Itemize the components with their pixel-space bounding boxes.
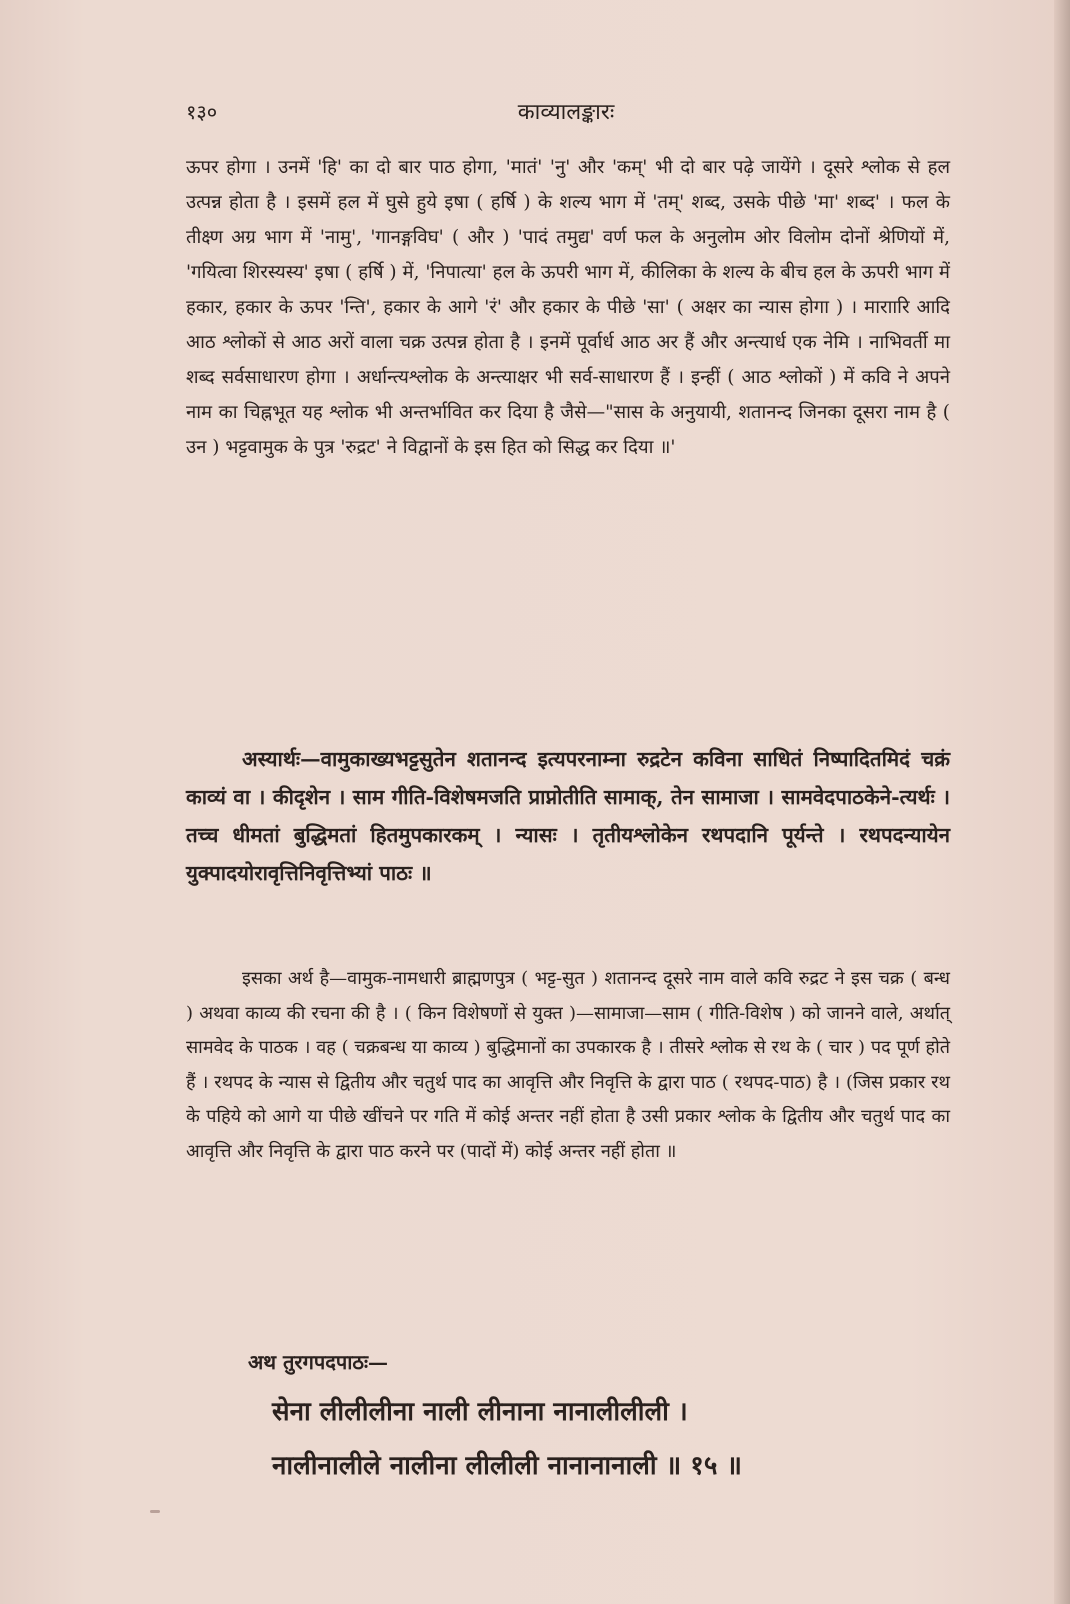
- section-heading: अथ तुरगपदपाठः—: [248, 1350, 389, 1374]
- ink-smudge: [150, 1510, 160, 1513]
- page-number: १३०: [186, 100, 218, 124]
- page-header: [186, 92, 946, 132]
- verse-line-2: नालीनालीले नालीना लीलीली नानानानाली ॥ १५ ॥: [272, 1451, 742, 1481]
- running-title: काव्यालङ्कारः: [517, 100, 615, 125]
- paragraph-translation: इसका अर्थ है—वामुक-नामधारी ब्राह्मणपुत्र ( भट्ट-सुत ) शतानन्द दूसरे नाम वाले कवि रुद्रट ने इस चक्र ( बन्ध ) अथवा काव्य की रचना की है । ( किन विशेषणों से युक्त )—सामाजा—साम ( गीति-विशेष ) को जानने वाले, अर्थात् सामवेद के पाठक । वह ( चक्रबन्ध या काव्य ) बुद्धिमानों का उपकारक है । तीसरे श्लोक से रथ के ( चार ) पद पूर्ण होते हैं । रथपद के न्यास से द्वितीय और चतुर्थ पाद का आवृत्ति और निवृत्ति के द्वारा पाठ ( रथपद-पाठ) है । (जिस प्रकार रथ के पहिये को आगे या पीछे खींचने पर गति में कोई अन्तर नहीं होता है उसी प्रकार श्लोक के द्वितीय और चतुर्थ पाद का आवृत्ति और निवृत्ति के द्वारा पाठ करने पर (पादों में) कोई अन्तर नहीं होता ॥: [186, 968, 950, 1162]
- paragraph-1: ऊपर होगा । उनमें 'हि' का दो बार पाठ होगा, 'मातं' 'नु' और 'कम्' भी दो बार पढ़े जायेंगे । दूसरे श्लोक से हल उत्पन्न होता है । इसमें हल में घुसे हुये इषा ( हर्षि ) के शल्य भाग में 'तम्' शब्द, उसके पीछे 'मा' शब्द' । फल के तीक्ष्ण अग्र भाग में 'नामु', 'गानङ्गविघ' ( और ) 'पादं तमुद्य' वर्ण फल के अनुलोम ओर विलोम दोनों श्रेणियों में, 'गयित्वा शिरस्यस्य' इषा ( हर्षि ) में, 'निपात्या' हल के ऊपरी भाग में, कीलिका के शल्य के बीच हल के ऊपरी भाग में हकार, हकार के ऊपर 'न्ति', हकार के आगे 'रं' और हकार के पीछे 'सा' ( अक्षर का न्यास होगा ) । माराारि आदि आठ श्लोकों से आठ अरों वाला चक्र उत्पन्न होता है । इनमें पूर्वार्ध आठ अर हैं और अन्त्यार्ध एक नेमि । नाभिवर्ती मा शब्द सर्वसाधारण होगा । अर्धान्त्यश्लोक के अन्त्याक्षर भी सर्व-साधारण हैं । इन्हीं ( आठ श्लोकों ) में कवि ने अपने नाम का चिह्नभूत यह श्लोक भी अन्तर्भावित कर दिया है जैसे—"सास के अनुयायी, शतानन्द जिनका दूसरा नाम है ( उन ) भट्टवामुक के पुत्र 'रुद्रट' ने विद्वानों के इस हित को सिद्ध कर दिया ॥': [186, 157, 950, 458]
- sanskrit-commentary: अस्यार्थः—वामुकाख्यभट्टसुतेन शतानन्द इत्यपरनाम्ना रुद्रटेन कविना साधितं निष्पादितमिदं चक्रं काव्यं वा । कीदृशेन । साम गीति-विशेषमजति प्राप्नोतीति सामाक्, तेन सामाजा । सामवेदपाठकेने-त्यर्थः । तच्च धीमतां बुद्धिमतां हितमुपकारकम् । न्यासः । तृतीयश्लोकेन रथपदानि पूर्यन्ते । रथपदन्यायेन युक्पादयोरावृत्तिनिवृत्तिभ्यां पाठः ॥: [186, 747, 950, 885]
- page-gutter: [1054, 0, 1070, 1604]
- verse-line-1: सेना लीलीलीना नाली लीनाना नानालीलीली ।: [272, 1397, 688, 1427]
